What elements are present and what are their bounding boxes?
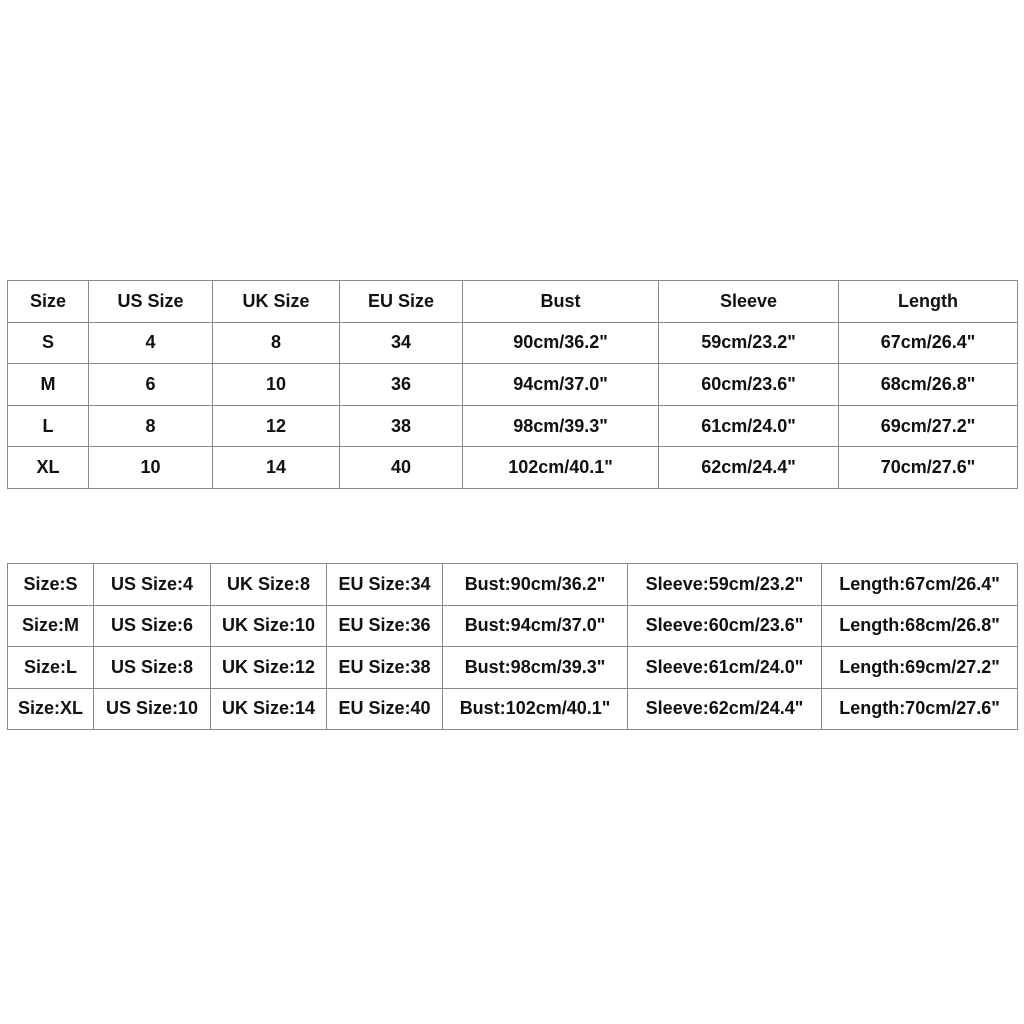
cell-uk-size: UK Size:10 [211, 605, 327, 647]
cell-us-size: 6 [89, 364, 213, 406]
cell-length: Length:67cm/26.4" [822, 564, 1018, 606]
cell-bust: 98cm/39.3" [463, 405, 659, 447]
cell-us-size: US Size:6 [94, 605, 211, 647]
cell-eu-size: EU Size:38 [327, 647, 443, 689]
cell-bust: Bust:94cm/37.0" [443, 605, 628, 647]
cell-length: 70cm/27.6" [839, 447, 1018, 489]
cell-bust: 94cm/37.0" [463, 364, 659, 406]
cell-size: XL [8, 447, 89, 489]
cell-size: Size:L [8, 647, 94, 689]
table-row [8, 364, 1018, 406]
cell-size: L [8, 405, 89, 447]
cell-uk-size: UK Size:12 [211, 647, 327, 689]
cell-us-size: US Size:10 [94, 688, 211, 730]
header-us-size: US Size [89, 281, 213, 323]
cell-uk-size: 12 [213, 405, 340, 447]
table-row [8, 688, 1018, 730]
cell-us-size: US Size:4 [94, 564, 211, 606]
cell-uk-size: 10 [213, 364, 340, 406]
cell-eu-size: EU Size:36 [327, 605, 443, 647]
cell-eu-size: 36 [340, 364, 463, 406]
table-row [8, 447, 1018, 489]
cell-eu-size: 40 [340, 447, 463, 489]
cell-length: 68cm/26.8" [839, 364, 1018, 406]
table-row [8, 405, 1018, 447]
table-row [8, 647, 1018, 689]
cell-bust: 102cm/40.1" [463, 447, 659, 489]
cell-eu-size: EU Size:40 [327, 688, 443, 730]
header-uk-size: UK Size [213, 281, 340, 323]
cell-bust: 90cm/36.2" [463, 322, 659, 364]
cell-length: Length:68cm/26.8" [822, 605, 1018, 647]
table-row [8, 564, 1018, 606]
table-row [8, 322, 1018, 364]
cell-uk-size: UK Size:14 [211, 688, 327, 730]
cell-us-size: 10 [89, 447, 213, 489]
size-chart-table-inline [7, 563, 1018, 730]
cell-size: Size:S [8, 564, 94, 606]
cell-eu-size: EU Size:34 [327, 564, 443, 606]
cell-us-size: 4 [89, 322, 213, 364]
cell-eu-size: 34 [340, 322, 463, 364]
cell-bust: Bust:102cm/40.1" [443, 688, 628, 730]
cell-bust: Bust:90cm/36.2" [443, 564, 628, 606]
cell-sleeve: 59cm/23.2" [659, 322, 839, 364]
header-length: Length [839, 281, 1018, 323]
cell-size: M [8, 364, 89, 406]
cell-us-size: US Size:8 [94, 647, 211, 689]
cell-us-size: 8 [89, 405, 213, 447]
cell-uk-size: 14 [213, 447, 340, 489]
cell-sleeve: Sleeve:61cm/24.0" [628, 647, 822, 689]
cell-length: Length:70cm/27.6" [822, 688, 1018, 730]
size-chart-table-columns [7, 280, 1018, 489]
cell-sleeve: 61cm/24.0" [659, 405, 839, 447]
table-header-row [8, 281, 1018, 323]
cell-eu-size: 38 [340, 405, 463, 447]
cell-uk-size: UK Size:8 [211, 564, 327, 606]
header-sleeve: Sleeve [659, 281, 839, 323]
cell-bust: Bust:98cm/39.3" [443, 647, 628, 689]
cell-sleeve: Sleeve:59cm/23.2" [628, 564, 822, 606]
cell-length: 67cm/26.4" [839, 322, 1018, 364]
header-eu-size: EU Size [340, 281, 463, 323]
cell-size: Size:XL [8, 688, 94, 730]
cell-size: Size:M [8, 605, 94, 647]
header-size: Size [8, 281, 89, 323]
header-bust: Bust [463, 281, 659, 323]
cell-sleeve: Sleeve:60cm/23.6" [628, 605, 822, 647]
cell-uk-size: 8 [213, 322, 340, 364]
cell-sleeve: 60cm/23.6" [659, 364, 839, 406]
cell-sleeve: Sleeve:62cm/24.4" [628, 688, 822, 730]
cell-size: S [8, 322, 89, 364]
cell-length: Length:69cm/27.2" [822, 647, 1018, 689]
cell-length: 69cm/27.2" [839, 405, 1018, 447]
table-row [8, 605, 1018, 647]
cell-sleeve: 62cm/24.4" [659, 447, 839, 489]
